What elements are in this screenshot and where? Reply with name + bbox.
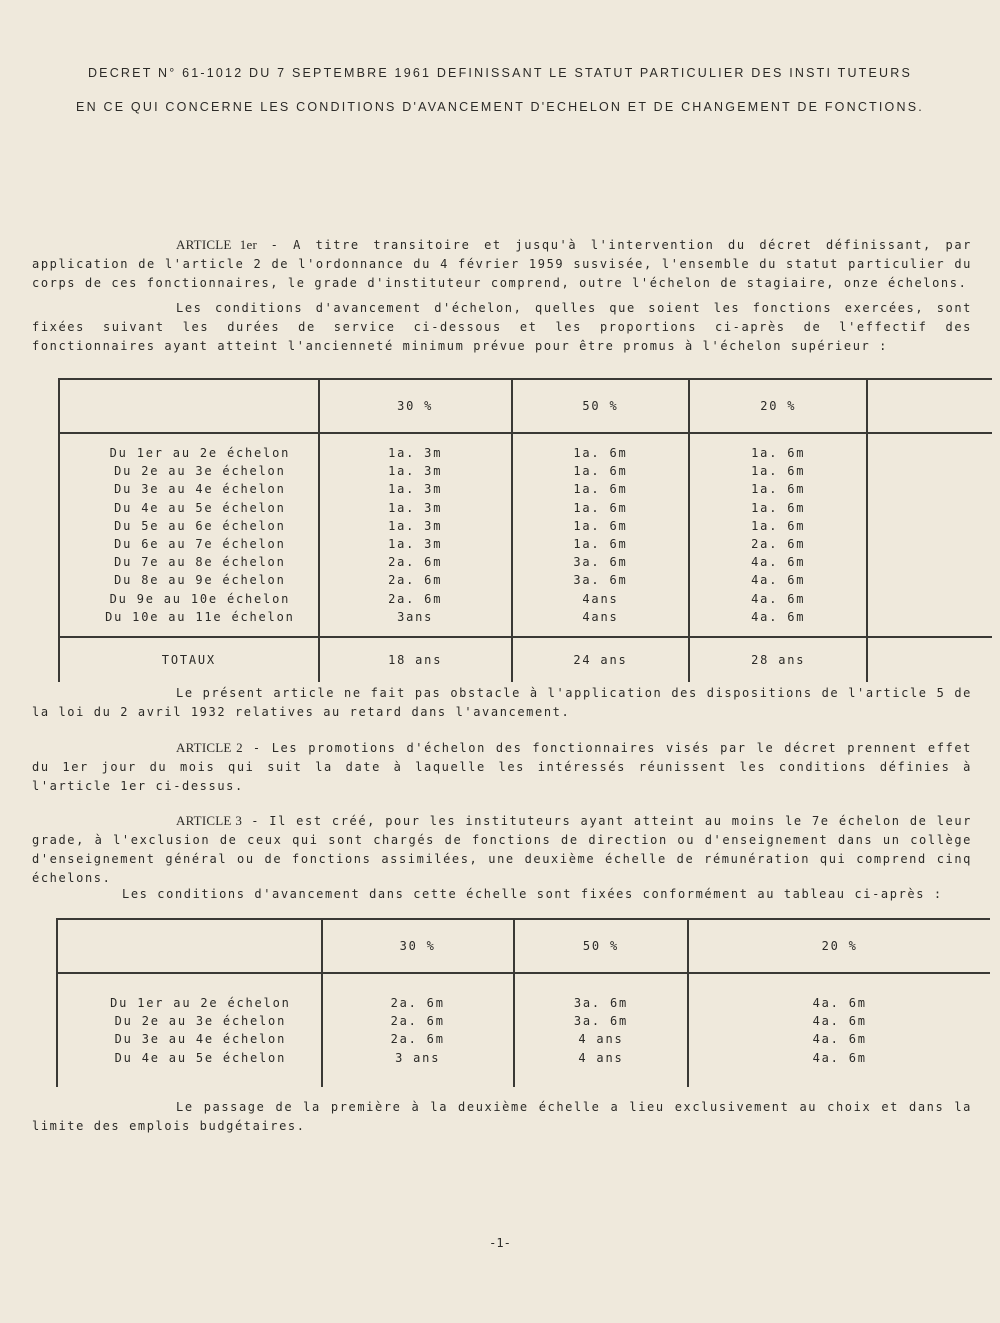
table-1-extra-cell	[867, 608, 992, 626]
table-1-value-50: 4ans	[512, 608, 690, 626]
table-2-header-20: 20 %	[688, 919, 990, 973]
table-2-value-20: 4a. 6m	[812, 1014, 867, 1029]
table-1-row	[59, 462, 992, 480]
article-1-text: - A titre transitoire et jusqu'à l'intervention du décret définissant, par application de l'article 2 de l'ordonnance du 4 février 1959 susvisée, l'ensemble du statut particulier du corps de ces fonctionnaires, le grade d'instituteur comprend, outre l'échelon de stagiaire, onze échelons.	[32, 238, 972, 290]
table-1-row-label: Du 7e au 8e échelon	[59, 553, 319, 571]
table-2-row	[57, 1049, 990, 1067]
table-1-value-20: 1a. 6m	[689, 517, 867, 535]
table-1-extra-cell	[867, 590, 992, 608]
table-1-row	[59, 608, 992, 626]
article-2-heading: ARTICLE 2	[176, 740, 243, 755]
table-1-value-30: 1a. 3m	[319, 480, 512, 498]
table-1-header-30: 30 %	[319, 379, 512, 433]
table-1-row	[59, 590, 992, 608]
table-1-value-20: 4a. 6m	[689, 608, 867, 626]
article-3-text: - Il est créé, pour les instituteurs ayant atteint au moins le 7e échelon de leur grade, à l'exclusion de ceux qui sont chargés de fonctions de direction ou d'enseignement dans un collège d'enseignement général ou de fonctions assimilées, une deuxième échelle de rémunération qui comprend cinq échelons.	[32, 814, 972, 885]
table-1-header-50: 50 %	[512, 379, 690, 433]
table-2-value-50: 3a. 6m	[514, 994, 689, 1012]
table-2-header-30: 30 %	[322, 919, 514, 973]
table-1-extra-cell	[867, 444, 992, 462]
table-1-row-label: Du 4e au 5e échelon	[59, 499, 319, 517]
table-1-value-20: 1a. 6m	[689, 499, 867, 517]
final-paragraph: Le passage de la première à la deuxième échelle a lieu exclusivement au choix et dans la limite des emplois budgétaires.	[32, 1100, 972, 1133]
article-2-paragraph	[32, 738, 972, 796]
table-1-row	[59, 535, 992, 553]
table-1-value-50: 1a. 6m	[512, 462, 690, 480]
title-line-2: EN CE QUI CONCERNE LES CONDITIONS D'AVANCEMENT D'ECHELON ET DE CHANGEMENT DE FONCTIONS.	[76, 100, 924, 114]
table-1-value-50: 1a. 6m	[512, 444, 690, 462]
table-1-row-label: Du 1er au 2e échelon	[59, 444, 319, 462]
table-1-row-label: Du 5e au 6e échelon	[59, 517, 319, 535]
table-1-row-label: Du 3e au 4e échelon	[59, 480, 319, 498]
table-1-extra-total	[867, 637, 992, 682]
table-1-value-20: 4a. 6m	[689, 571, 867, 589]
table-1-value-30: 1a. 3m	[319, 499, 512, 517]
table-2-row-label: Du 3e au 4e échelon	[57, 1030, 322, 1048]
table-1-header-20: 20 %	[689, 379, 867, 433]
table-1-total-30: 18 ans	[319, 637, 512, 682]
table-1-value-20: 2a. 6m	[689, 535, 867, 553]
paragraph-after-table-1: Le présent article ne fait pas obstacle à l'application des dispositions de l'article 5 de la loi du 2 avril 1932 relatives au retard dans l'avancement.	[32, 686, 972, 719]
table-2-value-30: 2a. 6m	[322, 1030, 514, 1048]
table-1-row-label: Du 2e au 3e échelon	[59, 462, 319, 480]
table-1-corner-cell	[59, 379, 319, 433]
table-1-value-30: 2a. 6m	[319, 553, 512, 571]
article-1-conditions: Les conditions d'avancement d'échelon, quelles que soient les fonctions exercées, sont fixées suivant les durées de service ci-dessous et les proportions ci-après de l'effectif des fonctionnaires ayant atteint l'ancienneté minimum prévue pour être promus à l'échelon supérieur :	[32, 301, 972, 353]
table-1-row-label: Du 9e au 10e échelon	[59, 590, 319, 608]
table-2-value-50: 4 ans	[514, 1049, 689, 1067]
table-1-value-20: 4a. 6m	[689, 553, 867, 571]
table-1-row	[59, 517, 992, 535]
article-3-paragraph	[32, 811, 972, 888]
table-2-row-label: Du 4e au 5e échelon	[57, 1049, 322, 1067]
table-2-row-label: Du 2e au 3e échelon	[57, 1012, 322, 1030]
table-1-value-30: 1a. 3m	[319, 517, 512, 535]
table-1-total-20: 28 ans	[689, 637, 867, 682]
table-1-value-50: 3a. 6m	[512, 571, 690, 589]
table-1-extra-cell	[867, 571, 992, 589]
table-1-value-30: 2a. 6m	[319, 571, 512, 589]
article-1-heading: ARTICLE 1er	[176, 237, 257, 252]
table-avancement-2	[56, 918, 990, 1087]
table-1-row	[59, 571, 992, 589]
table-1-value-50: 1a. 6m	[512, 535, 690, 553]
table-2-value-30: 3 ans	[322, 1049, 514, 1067]
table-1-row-label: Du 10e au 11e échelon	[59, 608, 319, 626]
table-1-totals-row	[59, 637, 992, 682]
table-2-row	[57, 994, 990, 1012]
title-line-1: DECRET N° 61-1012 DU 7 SEPTEMBRE 1961 DEFINISSANT LE STATUT PARTICULIER DES INSTI TUTEURS	[87, 66, 913, 80]
table-1-header-row	[59, 379, 992, 433]
table-1-value-20: 1a. 6m	[689, 480, 867, 498]
table-1-row	[59, 444, 992, 462]
article-1-paragraph	[32, 235, 972, 293]
table-2-value-30: 2a. 6m	[322, 994, 514, 1012]
table-2-value-20: 4a. 6m	[812, 1032, 867, 1047]
table-1-value-30: 1a. 3m	[319, 535, 512, 553]
table-1-extra-header	[867, 379, 992, 433]
table-1-extra-cell	[867, 535, 992, 553]
table-1-value-20: 1a. 6m	[689, 444, 867, 462]
table-1-value-20: 1a. 6m	[689, 462, 867, 480]
table-1-row	[59, 499, 992, 517]
table-1-value-50: 4ans	[512, 590, 690, 608]
table-1-totals-label: TOTAUX	[59, 637, 319, 682]
table-1-value-50: 1a. 6m	[512, 517, 690, 535]
table-1-extra-cell	[867, 553, 992, 571]
table-avancement-1	[58, 378, 992, 682]
table-1-extra-cell	[867, 517, 992, 535]
article-2-text: - Les promotions d'échelon des fonctionnaires visés par le décret prennent effet du 1er jour du mois qui suit la date à laquelle les intéressés réunissent les conditions définies à l'article 1er ci-dessus.	[32, 741, 973, 793]
table-1-value-50: 3a. 6m	[512, 553, 690, 571]
table-1-value-20: 4a. 6m	[689, 590, 867, 608]
table-1-extra-cell	[867, 499, 992, 517]
table-1-row-label: Du 8e au 9e échelon	[59, 571, 319, 589]
table-2-value-30: 2a. 6m	[322, 1012, 514, 1030]
table-2-value-20: 4a. 6m	[812, 996, 867, 1011]
table-1-extra-cell	[867, 462, 992, 480]
table-1-row-label: Du 6e au 7e échelon	[59, 535, 319, 553]
table-1-value-30: 3ans	[319, 608, 512, 626]
table-1-total-50: 24 ans	[512, 637, 690, 682]
table-1-extra-cell	[867, 480, 992, 498]
table-2-row	[57, 1030, 990, 1048]
table-2-row-label: Du 1er au 2e échelon	[57, 994, 322, 1012]
table-2-value-50: 4 ans	[514, 1030, 689, 1048]
table-1-value-30: 1a. 3m	[319, 462, 512, 480]
table-2-header-50: 50 %	[514, 919, 689, 973]
table-1-value-50: 1a. 6m	[512, 480, 690, 498]
table-1-row	[59, 480, 992, 498]
table-2-value-20: 4a. 6m	[812, 1050, 867, 1065]
table-2-row	[57, 1012, 990, 1030]
page-number: -1-	[489, 1236, 511, 1250]
table-1-value-30: 1a. 3m	[319, 444, 512, 462]
table-2-body	[57, 994, 990, 1067]
table-2-value-50: 3a. 6m	[514, 1012, 689, 1030]
table-1-value-30: 2a. 6m	[319, 590, 512, 608]
table-1-body	[59, 444, 992, 626]
article-3-heading: ARTICLE 3	[176, 813, 243, 828]
table-2-header-row	[57, 919, 990, 973]
table-1-value-50: 1a. 6m	[512, 499, 690, 517]
table-2-corner-cell	[57, 919, 322, 973]
table-1-row	[59, 553, 992, 571]
article-3-conditions: Les conditions d'avancement dans cette échelle sont fixées conformément au tableau ci-après :	[122, 887, 943, 901]
